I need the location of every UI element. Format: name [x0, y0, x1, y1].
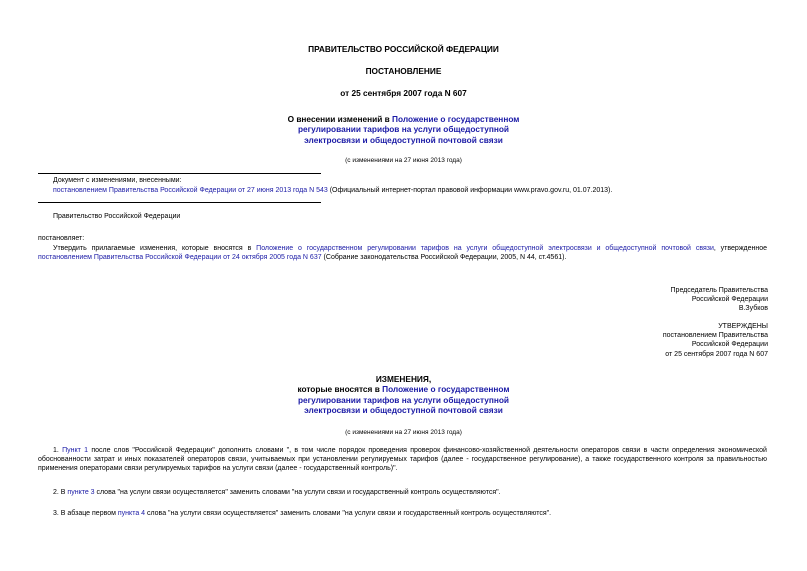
changes-title-link-line3[interactable]: электросвязи и общедоступной почтовой связи [304, 405, 503, 416]
approval-line-3: Российской Федерации [691, 341, 768, 349]
change-item-3 [53, 509, 551, 518]
document-date-number: от 25 сентября 2007 года N 607 [340, 88, 467, 98]
resolution-637-link[interactable]: постановлением Правительства Российской Федерации от 24 октября 2005 года N 637 [38, 254, 322, 262]
approval-block [663, 322, 768, 359]
item-3-text-b: слова "на услуги связи осуществляется" заменить словами "на услуги связи и государственный контроль осуществляются". [145, 510, 552, 517]
item-3-link[interactable]: пункта 4 [117, 510, 146, 517]
title-link-line2[interactable]: регулировании тарифов на услуги общедоступной [297, 124, 510, 135]
item-2-link[interactable]: пункте 3 [67, 489, 95, 496]
decision-text-a: Утвердить прилагаемые изменения, которые вносятся в [53, 245, 257, 252]
changes-title-link-line1[interactable]: Положение о государственном [382, 384, 510, 395]
government-heading: ПРАВИТЕЛЬСТВО РОССИЙСКОЙ ФЕДЕРАЦИИ [308, 44, 499, 54]
title-link-line1[interactable]: Положение о государственном [392, 114, 520, 124]
approval-line-2: постановлением Правительства [662, 332, 768, 340]
regulation-link[interactable]: Положение о государственном регулировании тарифов на услуги общедоступной электросвязи и общедоступной почтовой связи [256, 245, 714, 252]
decision-text-c: (Собрание законодательства Российской Федерации, 2005, N 44, ст.4561). [321, 254, 567, 262]
document-title [0, 114, 807, 145]
signature-name: В.Зубков [738, 305, 768, 313]
signature-line-2: Российской Федерации [691, 296, 768, 304]
decision-paragraph [38, 244, 767, 262]
item-3-text-a: 3. В абзаце первом [53, 510, 118, 517]
title-prefix: О внесении изменений в [287, 114, 393, 124]
approval-line-4: от 25 сентября 2007 года N 607 [665, 350, 768, 358]
divider-top [38, 173, 321, 174]
issuer: Правительство Российской Федерации [53, 213, 181, 220]
changes-title-prefix: которые вносятся в [297, 384, 383, 395]
item-2-text-a: 2. В [53, 489, 68, 496]
divider-bottom [38, 202, 321, 203]
change-item-2 [53, 488, 501, 497]
signature-block [671, 286, 768, 314]
changes-note-2: (с изменениями на 27 июня 2013 года) [345, 429, 462, 436]
item-1-link[interactable]: Пункт 1 [62, 447, 89, 454]
title-link-line3[interactable]: электросвязи и общедоступной почтовой связи [304, 134, 503, 145]
changes-title-link-line2[interactable]: регулировании тарифов на услуги общедоступной [297, 394, 510, 405]
changes-note: (с изменениями на 27 июня 2013 года) [345, 157, 462, 164]
changes-title [0, 374, 807, 415]
document-type: ПОСТАНОВЛЕНИЕ [365, 66, 442, 76]
change-item-1 [38, 446, 767, 474]
signature-line-1: Председатель Правительства [670, 287, 768, 294]
changes-title-line1: ИЗМЕНЕНИЯ, [375, 374, 432, 384]
item-2-text-b: слова "на услуги связи осуществляется" заменить словами "на услуги связи и государственный контроль осуществляются". [94, 489, 501, 496]
amendments-line [53, 186, 612, 195]
decision-text-b: , утвержденное [713, 245, 767, 252]
amendment-link[interactable]: постановлением Правительства Российской Федерации от 27 июня 2013 года N 543 [53, 187, 328, 194]
decides-label: постановляет: [38, 235, 85, 242]
approval-line-1: УТВЕРЖДЕНЫ [718, 323, 768, 330]
amendments-label: Документ с изменениями, внесенными: [53, 177, 182, 184]
item-1-number: 1. [53, 447, 63, 454]
amendment-source: (Официальный интернет-портал правовой информации www.pravo.gov.ru, 01.07.2013). [327, 187, 613, 194]
item-1-text: после слов "Российской Федерации" дополнить словами ", в том числе порядок проведения проверок финансово-хозяйственной деятельности операторов связи в части определения экономической обоснованности затрат и иных показателей операторов связи, учитываемых при установлении регулируемых тарифов (далее - государственное регулирование), а также государственного контроля за правильностью применения операторами связи регулируемых тарифов на услуги связи (далее - государственный контроль)". [38, 447, 767, 473]
